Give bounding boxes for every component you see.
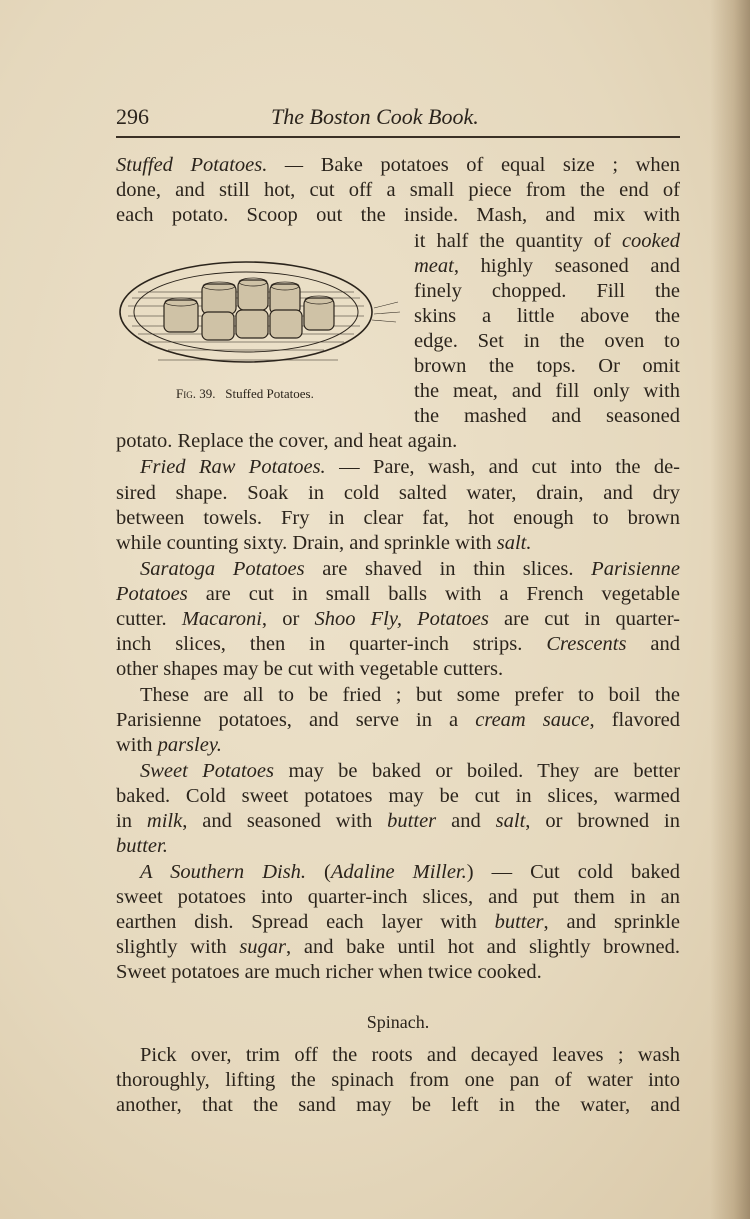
text-line: other shapes may be cut with vegetable cutters. (116, 658, 504, 680)
text-line: A Southern Dish. (Adaline Miller.) — Cut cold baked (140, 861, 680, 883)
text-line: Sweet Potatoes may be baked or boiled. They are better (140, 760, 680, 782)
page-number: 296 (116, 104, 149, 129)
text-line: thoroughly, lifting the spinach from one pan of water into (116, 1069, 680, 1091)
text-line: slightly with sugar, and bake until hot and slightly browned. (116, 936, 680, 958)
text-line: Fried Raw Potatoes. — Pare, wash, and cut into the de- (140, 456, 680, 478)
text-line: cutter. Macaroni, or Shoo Fly, Potatoes are cut in quarter- (116, 608, 680, 630)
stuffed-potatoes-illustration (118, 250, 408, 380)
text-line: brown the tops. Or omit (414, 355, 680, 377)
text-line: baked. Cold sweet potatoes may be cut in slices, warmed (116, 785, 680, 807)
text-line: the meat, and fill only with (414, 380, 680, 402)
text-line: These are all to be fried ; but some prefer to boil the (140, 684, 680, 706)
text-line: between towels. Fry in clear fat, hot enough to brown (116, 507, 680, 529)
text-line: Parisienne potatoes, and serve in a cream sauce, flavored (116, 709, 680, 731)
text-line: Pick over, trim off the roots and decayed leaves ; wash (140, 1044, 680, 1066)
text-line: earthen dish. Spread each layer with butter, and sprinkle (116, 911, 680, 933)
figure-caption: Fig. 39. Stuffed Potatoes. (176, 386, 314, 401)
text-line: edge. Set in the oven to (414, 330, 680, 352)
text-line: with parsley. (116, 734, 222, 756)
text-line: skins a little above the (414, 305, 680, 327)
text-line: sired shape. Soak in cold salted water, drain, and dry (116, 482, 680, 504)
text-line: meat, highly seasoned and (414, 255, 680, 277)
running-title: The Boston Cook Book. (271, 104, 479, 129)
section-heading: Spinach. (366, 1012, 430, 1032)
text-line: it half the quantity of cooked (414, 230, 680, 252)
text-line: Stuffed Potatoes. — Bake potatoes of equal size ; when (116, 154, 680, 176)
text-line: Potatoes are cut in small balls with a French vegetable (116, 583, 680, 605)
text-line: in milk, and seasoned with butter and salt, or browned in (116, 810, 680, 832)
text-line: each potato. Scoop out the inside. Mash, and mix with (116, 204, 680, 226)
text-line: while counting sixty. Drain, and sprinkle with salt. (116, 532, 532, 554)
text-line: Sweet potatoes are much richer when twice cooked. (116, 961, 542, 983)
text-line: finely chopped. Fill the (414, 280, 680, 302)
text-line: Saratoga Potatoes are shaved in thin slices. Parisienne (140, 558, 680, 580)
page-header (116, 104, 680, 134)
text-line: done, and still hot, cut off a small piece from the end of (116, 179, 680, 201)
text-line: potato. Replace the cover, and heat again. (116, 430, 458, 452)
header-rule (116, 136, 680, 138)
text-line: inch slices, then in quarter-inch strips. Crescents and (116, 633, 680, 655)
text-line: another, that the sand may be left in the water, and (116, 1094, 680, 1116)
text-line: the mashed and seasoned (414, 405, 680, 427)
text-line: sweet potatoes into quarter-inch slices, and put them in an (116, 886, 680, 908)
text-line: butter. (116, 835, 168, 857)
page-edge-shadow (710, 0, 750, 1219)
